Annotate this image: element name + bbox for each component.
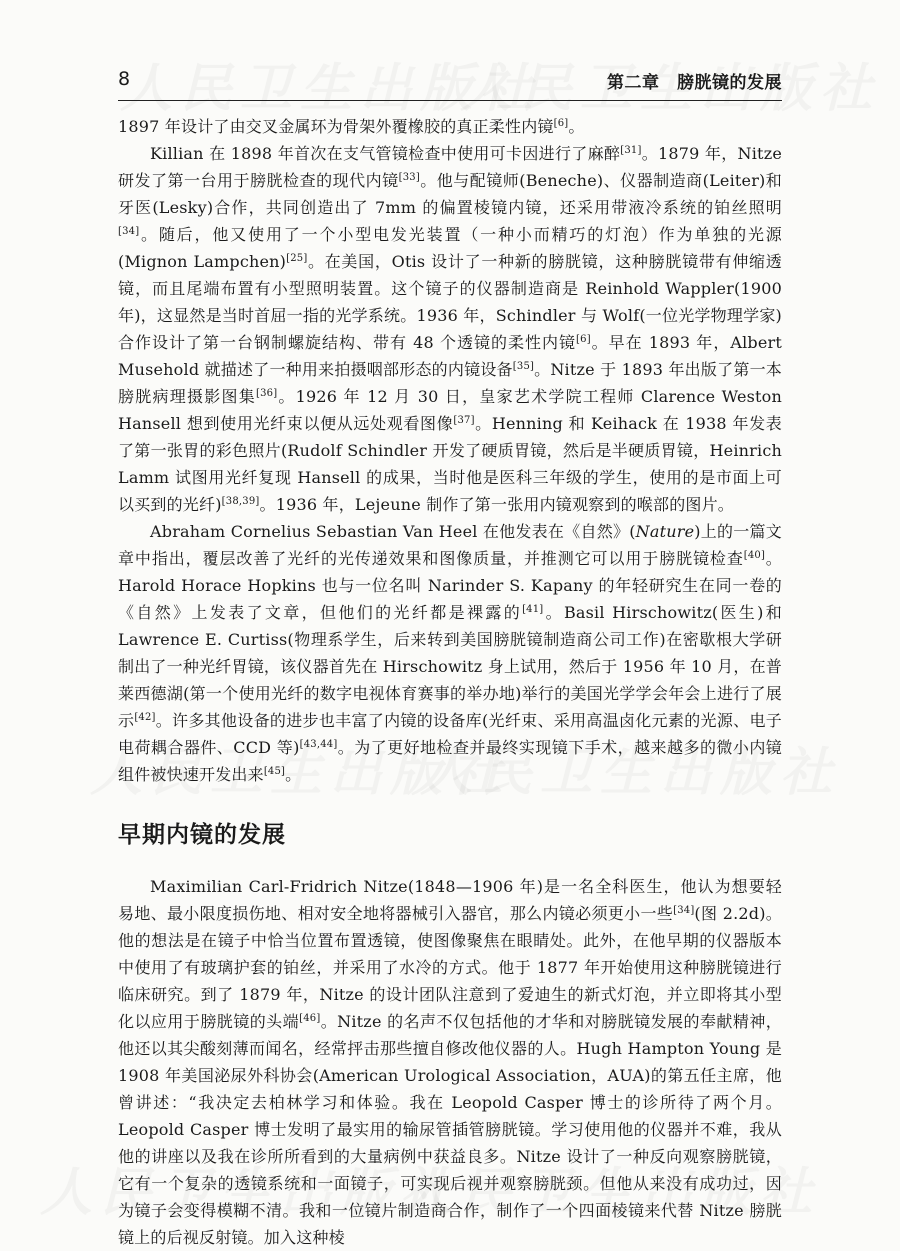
citation: [37]	[453, 415, 475, 426]
citation: [25]	[286, 253, 308, 264]
running-head: 第二章 膀胱镜的发展	[607, 73, 782, 93]
citation: [45]	[263, 766, 286, 777]
page-body	[118, 113, 782, 1251]
citation: [6]	[576, 334, 591, 345]
citation: [34]	[118, 226, 140, 237]
paragraph: Killian 在 1898 年首次在支气管镜检查中使用可卡因进行了麻醉[31]。1879 年，Nitze 研发了第一台用于膀胱检查的现代内镜[33]。他与配镜师(Beneche)、仪器制造商(Leiter)和牙医(Lesky)合作，共同创造出了 7mm 的偏置棱镜内镜，还采用带液冷系统的铂丝照明[34]。随后，他又使用了一个小型电发光装置（一种小而精巧的灯泡）作为单独的光源(Mignon Lampchen)[25]。在美国，Otis 设计了一种新的膀胱镜，这种膀胱镜带有伸缩透镜，而且尾端布置有小型照明装置。这个镜子的仪器制造商是 Reinhold Wappler(1900 年)，这显然是当时首屈一指的光学系统。1936 年，Schindler 与 Wolf(一位光学物理学家)合作设计了第一台钢制螺旋结构、带有 48 个透镜的柔性内镜[6]。早在 1893 年，Albert Musehold 就描述了一种用来拍摄咽部形态的内镜设备[35]。Nitze 于 1893 年出版了第一本膀胱病理摄影图集[36]。1926 年 12 月 30 日，皇家艺术学院工程师 Clarence Weston Hansell 想到使用光纤束以便从远处观看图像[37]。Henning 和 Keihack 在 1938 年发表了第一张胃的彩色照片(Rudolf Schindler 开发了硬质胃镜，然后是半硬质胃镜，Heinrich Lamm 试图用光纤复现 Hansell 的成果，当时他是医科三年级的学生，使用的是市面上可以买到的光纤)[38,39]。1936 年，Lejeune 制作了第一张用内镜观察到的喉部的图片。	[118, 144, 782, 514]
paragraph: 1897 年设计了由交叉金属环为骨架外覆橡胶的真正柔性内镜[6]。	[118, 117, 585, 136]
citation: [34]	[673, 905, 695, 916]
citation: [6]	[553, 118, 569, 129]
page-number: 8	[118, 68, 131, 90]
citation: [35]	[512, 361, 535, 372]
paragraph: Abraham Cornelius Sebastian Van Heel 在他发表在《自然》(Nature)上的一篇文章中指出，覆层改善了光纤的光传递效果和图像质量，并推测它可以用于膀胱镜检查[40]。Harold Horace Hopkins 也与一位名叫 Narinder S. Kapany 的年轻研究生在同一卷的《自然》上发表了文章，但他们的光纤都是裸露的[41]。Basil Hirschowitz(医生)和 Lawrence E. Curtiss(物理系学生，后来转到美国膀胱镜制造商公司工作)在密歇根大学研制出了一种光纤胃镜，该仪器首先在 Hirschowitz 身上试用，然后于 1956 年 10 月，在普莱西德湖(第一个使用光纤的数字电视体育赛事的举办地)举行的美国光学学会年会上进行了展示[42]。许多其他设备的进步也丰富了内镜的设备库(光纤束、采用高温卤化元素的光源、电子电荷耦合器件、CCD 等)[43,44]。为了更好地检查并最终实现镜下手术，越来越多的微小内镜组件被快速开发出来[45]。	[118, 522, 783, 784]
citation: [38,39]	[221, 496, 260, 507]
citation: [40]	[743, 550, 766, 561]
page-header	[118, 66, 782, 101]
section-title: 早期内镜的发展	[118, 822, 286, 848]
citation: [33]	[398, 172, 420, 183]
paragraph: Maximilian Carl-Fridrich Nitze(1848—1906 年)是一名全科医生，他认为想要轻易地、最小限度损伤地、相对安全地将器械引入器官，那么内镜必须更小一些[34](图 2.2d)。他的想法是在镜子中恰当位置布置透镜，使图像聚焦在眼睛处。此外，在他早期的仪器版本中使用了有玻璃护套的铂丝，并采用了水冷的方式。他于 1877 年开始使用这种膀胱镜进行临床研究。到了 1879 年，Nitze 的设计团队注意到了爱迪生的新式灯泡，并立即将其小型化以应用于膀胱镜的头端[46]。Nitze 的名声不仅包括他的才华和对膀胱镜发展的奉献精神，他还以其尖酸刻薄而闻名，经常抨击那些擅自修改他仪器的人。Hugh Hampton Young 是 1908 年美国泌尿外科协会(American Urological Association，AUA)的第五任主席，他曾讲述：“我决定去柏林学习和体验。我在 Leopold Casper 博士的诊所待了两个月。Leopold Casper 博士发明了最实用的输尿管插管膀胱镜。学习使用他的仪器并不难，我从他的讲座以及我在诊所所看到的大量病例中获益良多。Nitze 设计了一种反向观察膀胱镜，它有一个复杂的透镜系统和一面镜子，可实现后视并观察膀胱颈。但他从来没有成功过，因为镜子会变得模糊不清。我和一位镜片制造商合作，制作了一个四面棱镜来代替 Nitze 膀胱镜上的后视反射镜。加入这种棱	[118, 877, 783, 1247]
citation: [31]	[620, 145, 642, 156]
citation: [42]	[134, 712, 156, 723]
citation: [43,44]	[299, 739, 338, 750]
citation: [41]	[522, 604, 544, 615]
citation: [36]	[256, 388, 278, 399]
citation: [46]	[299, 1013, 321, 1024]
journal-name: Nature	[635, 522, 695, 541]
